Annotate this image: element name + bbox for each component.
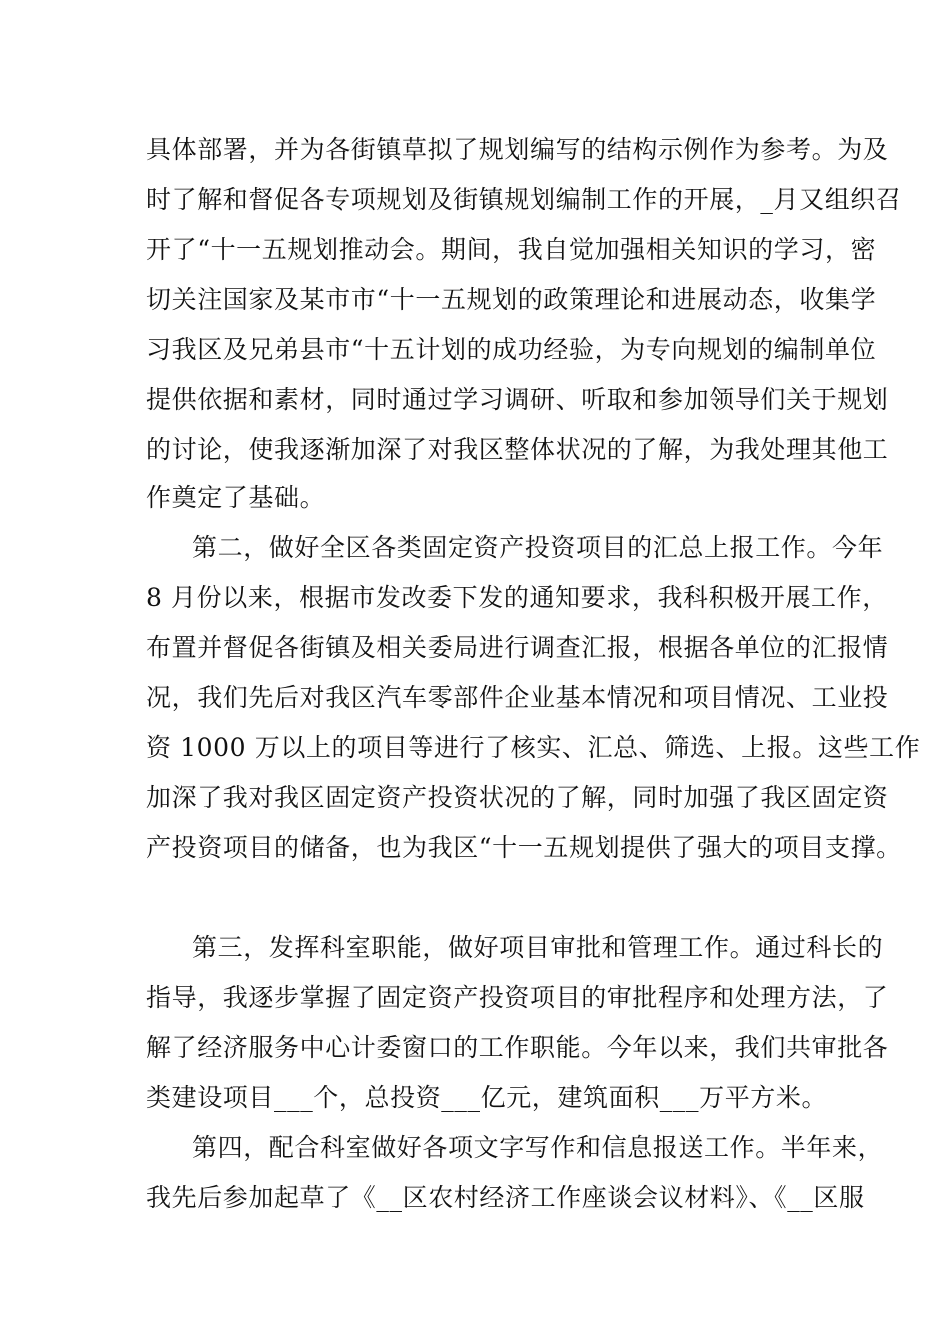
text-line: 切关注国家及某市市“十一五规划的政策理论和进展动态，收集学: [146, 285, 877, 314]
text-line: 产投资项目的储备，也为我区“十一五规划提供了强大的项目支撑。: [146, 833, 902, 862]
text-line: 时了解和督促各专项规划及街镇规划编制工作的开展，_月又组织召: [146, 185, 902, 214]
text-line: 加深了我对我区固定资产投资状况的了解，同时加强了我区固定资: [146, 783, 889, 812]
text-line: 的讨论，使我逐渐加深了对我区整体状况的了解，为我处理其他工: [146, 435, 889, 464]
text-line: 资 1000 万以上的项目等进行了核实、汇总、筛选、上报。这些工作: [146, 733, 921, 762]
text-line: 解了经济服务中心计委窗口的工作职能。今年以来，我们共审批各: [146, 1033, 889, 1062]
text-line: 开了“十一五规划推动会。期间，我自觉加强相关知识的学习，密: [146, 235, 877, 264]
text-line: 习我区及兄弟县市“十五计划的成功经验，为专向规划的编制单位: [146, 335, 877, 364]
text-line: 8 月份以来，根据市发改委下发的通知要求，我科积极开展工作，: [146, 583, 888, 612]
text-line: 具体部署，并为各街镇草拟了规划编写的结构示例作为参考。为及: [146, 135, 889, 164]
text-line: 指导，我逐步掌握了固定资产投资项目的审批程序和处理方法，了: [146, 983, 889, 1012]
text-line: 布置并督促各街镇及相关委局进行调查汇报，根据各单位的汇报情: [146, 633, 889, 662]
paragraph-start-line: 第三，发挥科室职能，做好项目审批和管理工作。通过科长的: [192, 933, 884, 962]
text-line: 提供依据和素材，同时通过学习调研、听取和参加领导们关于规划: [146, 385, 889, 414]
text-line: 作奠定了基础。: [146, 483, 326, 512]
text-line: 我先后参加起草了《__区农村经济工作座谈会议材料》、《__区服: [146, 1183, 865, 1212]
text-line: 况，我们先后对我区汽车零部件企业基本情况和项目情况、工业投: [146, 683, 889, 712]
paragraph-start-line: 第四，配合科室做好各项文字写作和信息报送工作。半年来，: [192, 1133, 884, 1162]
paragraph-start-line: 第二，做好全区各类固定资产投资项目的汇总上报工作。今年: [192, 533, 884, 562]
text-line: 类建设项目___个，总投资___亿元，建筑面积___万平方米。: [146, 1083, 828, 1112]
